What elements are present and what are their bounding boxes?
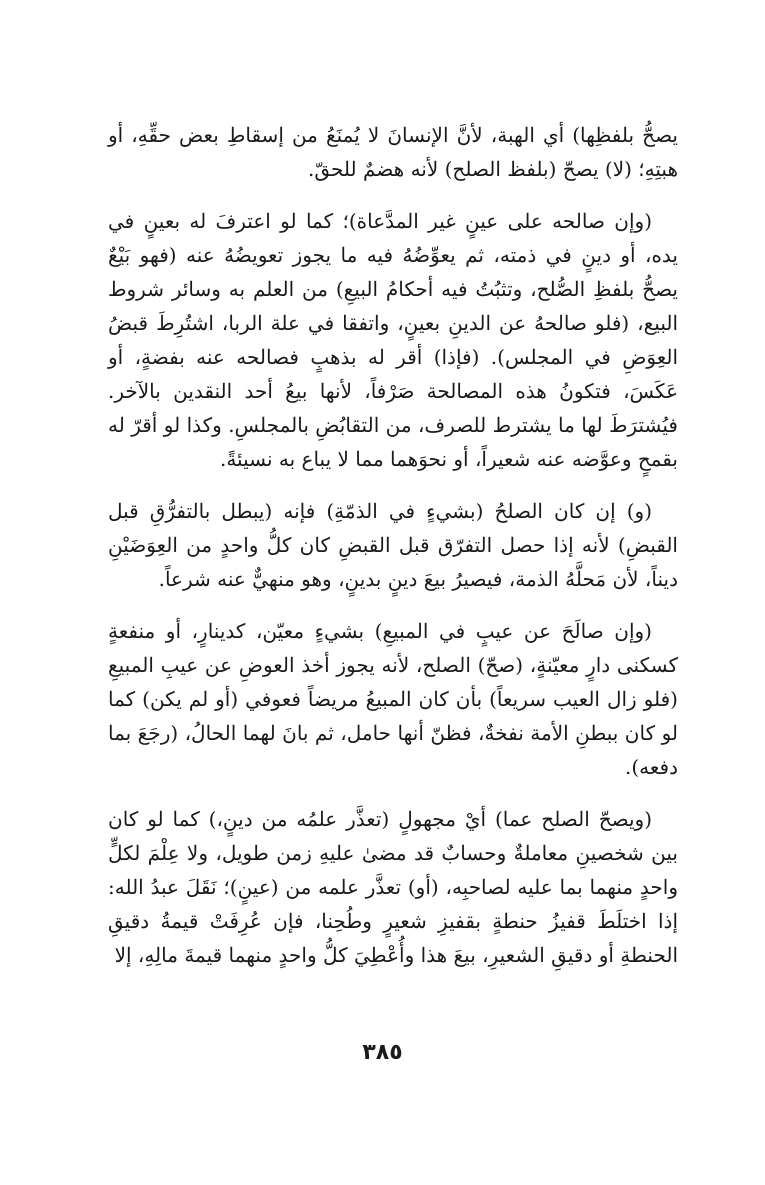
paragraph-3: (و) إن كان الصلحُ (بشيءٍ في الذمّةِ) فإنه (يبطل بالتفرُّقِ قبل القبضِ) لأنه إذا حصل التفرّق قبل القبضِ كان كلُّ واحدٍ من العِوَضَيْنِ ديناً، لأن مَحلَّهُ الذمة، فيصيرُ بيعَ دينٍ بدينٍ، وهو منهيٌّ عنه شرعاً. <box>108 499 678 591</box>
body-text <box>108 118 678 990</box>
paragraph-1: يصحُّ بلفظِها) أي الهبة، لأنَّ الإنسانَ لا يُمنَعُ من إسقاطِ بعض حقِّهِ، أو هبتِهِ؛ (لا) يصحّ (بلفظ الصلح) لأنه هضمٌ للحقّ. <box>108 123 678 181</box>
paragraph-2: (وإن صالحه على عينٍ غير المدَّعاة)؛ كما لو اعترفَ له بعينٍ في يده، أو دينٍ في ذمته، ثم يعوِّضُهُ فيه ما يجوز تعويضُهُ عنه (فهو بَيْعٌ يصحُّ بلفظِ الصُّلح، وتثبُتُ فيه أحكامُ البيعِ) من العلم به وسائر شروط البيع، (فلو صالحهُ عن الدينِ بعينٍ، واتفقا في علة الربا، اشتُرِطَ قبضُ العِوَضِ في المجلس). (فإذا) أقر له بذهبٍ فصالحه عنه بفضةٍ، أو عَكَسَ، فتكونُ هذه المصالحة صَرْفاً، لأنها بيعُ أحد النقدين بالآخر. فيُشترَطَ لها ما يشترط للصرف، من التقابُضِ بالمجلسِ. وكذا لو أقرّ له بقمحٍ وعوَّضه عنه شعيراً، أو نحوَهما مما لا يباع به نسيئةً. <box>108 209 678 471</box>
paragraph-5: (ويصحّ الصلح عما) أيْ مجهولٍ (تعذَّر علمُه من دينٍ،) كما لو كان بين شخصينِ معاملةٌ وحسابٌ قد مضىٰ عليهِ زمن طويل، ولا عِلْمَ لكلٍّ واحدٍ منهما بما عليه لصاحبِه، (أو) تعذَّر علمه من (عينٍ)؛ نَقَلَ عبدُ الله: إذا اختلَطَ قفيزُ حنطةٍ بقفيزِ شعيرٍ وطُحِنا، فإن عُرِفَتْ قيمةُ دقيقِ الحنطةِ أو دقيقِ الشعيرِ، بيعَ هذا وأُعْطِيَ كلُّ واحدٍ منهما قيمةَ مالِهِ، إلا <box>108 807 678 967</box>
paragraph-4: (وإن صالَحَ عن عيبٍ في المبيعِ) بشيءٍ معيّن، كدينارٍ، أو منفعةٍ كسكنى دارٍ معيّنةٍ، (صحّ) الصلح، لأنه يجوز أخذ العوضِ عن عيبِ المبيعِ (فلو زال العيب سريعاً) بأن كان المبيعُ مريضاً فعوفي (أو لم يكن) كما لو كان ببطنِ الأمة نفخةٌ، فظنّ أنها حامل، ثم بانَ لهما الحالُ، (رجَعَ بما دفعه). <box>108 619 678 779</box>
page-number: ٣٨٥ <box>362 1040 403 1065</box>
